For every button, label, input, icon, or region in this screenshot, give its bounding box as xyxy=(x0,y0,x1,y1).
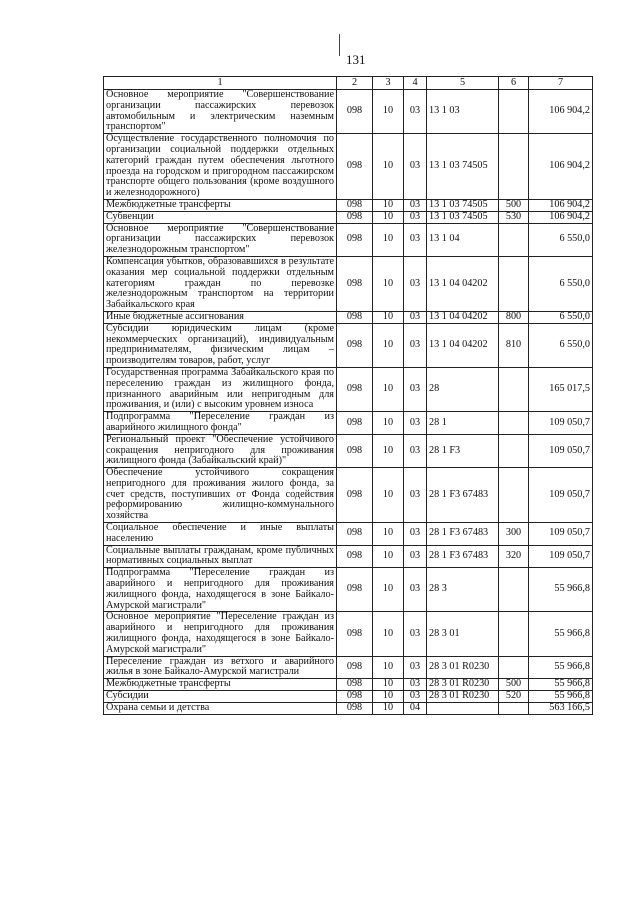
row-code-expense-type: 530 xyxy=(499,211,529,223)
row-amount: 109 050,7 xyxy=(529,412,593,435)
row-name: Иные бюджетные ассигнования xyxy=(104,311,337,323)
row-code-section: 10 xyxy=(373,223,404,256)
row-code-target: 28 xyxy=(427,367,499,411)
row-code-section: 10 xyxy=(373,199,404,211)
table-row xyxy=(104,545,593,568)
row-code-target: 28 1 F3 67483 xyxy=(427,468,499,523)
row-name: Осуществление государственного полномочия по организации социальной поддержки отдельных категорий граждан путем обеспечения льготного проезда на городском и пригородном пассажирском транспорте общего пользования (кроме воздушного и железнодорожного) xyxy=(104,134,337,200)
row-code-target: 28 3 01 R0230 xyxy=(427,679,499,691)
row-amount: 6 550,0 xyxy=(529,223,593,256)
row-amount: 106 904,2 xyxy=(529,211,593,223)
row-code-expense-type xyxy=(499,256,529,311)
row-code-section: 10 xyxy=(373,211,404,223)
row-code-ministry: 098 xyxy=(337,656,373,679)
row-code-section: 10 xyxy=(373,434,404,467)
row-name: Компенсация убытков, образовавшихся в результате оказания мер социальной поддержки отдельным категориям граждан по перевозке железнодорожным транспортом на территории Забайкальского края xyxy=(104,256,337,311)
row-code-subsection: 03 xyxy=(404,691,427,703)
row-code-expense-type xyxy=(499,568,529,612)
table-row xyxy=(104,468,593,523)
row-code-subsection: 03 xyxy=(404,612,427,656)
row-code-section: 10 xyxy=(373,311,404,323)
row-name: Подпрограмма "Переселение граждан из аварийного и непригодного для проживания жилищного фонда, находящегося в зоне Байкало-Амурской магистрали" xyxy=(104,568,337,612)
row-code-subsection: 03 xyxy=(404,223,427,256)
row-code-subsection: 03 xyxy=(404,656,427,679)
row-code-section: 10 xyxy=(373,545,404,568)
row-amount: 109 050,7 xyxy=(529,545,593,568)
row-code-expense-type xyxy=(499,434,529,467)
page-number: 131 xyxy=(346,52,366,67)
row-amount: 106 904,2 xyxy=(529,90,593,134)
row-code-target: 28 3 01 R0230 xyxy=(427,691,499,703)
row-code-ministry: 098 xyxy=(337,545,373,568)
row-code-section: 10 xyxy=(373,523,404,546)
row-amount: 55 966,8 xyxy=(529,679,593,691)
row-code-expense-type: 810 xyxy=(499,323,529,367)
row-code-ministry: 098 xyxy=(337,691,373,703)
table-row xyxy=(104,523,593,546)
table-row xyxy=(104,223,593,256)
row-amount: 106 904,2 xyxy=(529,134,593,200)
row-amount: 55 966,8 xyxy=(529,612,593,656)
table-row xyxy=(104,199,593,211)
table-row xyxy=(104,367,593,411)
row-amount: 109 050,7 xyxy=(529,468,593,523)
row-amount: 6 550,0 xyxy=(529,256,593,311)
row-code-ministry: 098 xyxy=(337,199,373,211)
row-name: Социальные выплаты гражданам, кроме публичных нормативных социальных выплат xyxy=(104,545,337,568)
row-code-subsection: 03 xyxy=(404,323,427,367)
row-code-ministry: 098 xyxy=(337,323,373,367)
row-code-target: 28 1 xyxy=(427,412,499,435)
table-row xyxy=(104,691,593,703)
row-code-target xyxy=(427,702,499,714)
row-code-ministry: 098 xyxy=(337,134,373,200)
row-code-subsection: 03 xyxy=(404,679,427,691)
row-amount: 6 550,0 xyxy=(529,311,593,323)
row-name: Основное мероприятие "Совершенствование организации пассажирских перевозок автомобильным и электрическим наземным транспортом" xyxy=(104,90,337,134)
row-code-target: 13 1 04 xyxy=(427,223,499,256)
row-code-target: 28 1 F3 67483 xyxy=(427,545,499,568)
row-code-expense-type xyxy=(499,612,529,656)
row-code-expense-type xyxy=(499,656,529,679)
row-code-subsection: 03 xyxy=(404,134,427,200)
row-code-subsection: 03 xyxy=(404,311,427,323)
table-row xyxy=(104,134,593,200)
row-code-ministry: 098 xyxy=(337,412,373,435)
table-row xyxy=(104,568,593,612)
table-row xyxy=(104,702,593,714)
row-code-subsection: 03 xyxy=(404,523,427,546)
row-name: Обеспечение устойчивого сокращения непригодного для проживания жилого фонда, за счет средств, поступивших от Фонда содействия реформированию жилищно-коммунального хозяйства xyxy=(104,468,337,523)
table-row xyxy=(104,211,593,223)
row-code-ministry: 098 xyxy=(337,568,373,612)
row-name: Межбюджетные трансферты xyxy=(104,679,337,691)
table-row xyxy=(104,256,593,311)
row-code-target: 28 3 01 R0230 xyxy=(427,656,499,679)
row-code-section: 10 xyxy=(373,691,404,703)
row-code-ministry: 098 xyxy=(337,612,373,656)
row-code-subsection: 03 xyxy=(404,434,427,467)
row-amount: 165 017,5 xyxy=(529,367,593,411)
row-code-expense-type xyxy=(499,468,529,523)
row-amount: 55 966,8 xyxy=(529,691,593,703)
row-code-expense-type: 300 xyxy=(499,523,529,546)
row-code-target: 13 1 04 04202 xyxy=(427,323,499,367)
row-amount: 563 166,5 xyxy=(529,702,593,714)
row-code-target: 13 1 03 74505 xyxy=(427,211,499,223)
table-row xyxy=(104,656,593,679)
row-code-section: 10 xyxy=(373,134,404,200)
row-name: Социальное обеспечение и иные выплаты населению xyxy=(104,523,337,546)
header-cell-4: 4 xyxy=(404,77,427,90)
row-name: Охрана семьи и детства xyxy=(104,702,337,714)
row-code-ministry: 098 xyxy=(337,434,373,467)
row-code-expense-type: 500 xyxy=(499,199,529,211)
row-code-section: 10 xyxy=(373,90,404,134)
row-code-ministry: 098 xyxy=(337,211,373,223)
row-code-expense-type: 520 xyxy=(499,691,529,703)
row-code-section: 10 xyxy=(373,702,404,714)
row-name: Субсидии юридическим лицам (кроме некоммерческих организаций), индивидуальным предпринимателям, физическим лицам – производителям товаров, работ, услуг xyxy=(104,323,337,367)
row-code-expense-type: 500 xyxy=(499,679,529,691)
header-cell-3: 3 xyxy=(373,77,404,90)
row-amount: 55 966,8 xyxy=(529,656,593,679)
row-amount: 109 050,7 xyxy=(529,434,593,467)
row-amount: 55 966,8 xyxy=(529,568,593,612)
row-code-section: 10 xyxy=(373,568,404,612)
row-name: Основное мероприятие "Совершенствование организации пассажирских перевозок железнодорожным транспортом" xyxy=(104,223,337,256)
row-code-ministry: 098 xyxy=(337,256,373,311)
row-code-ministry: 098 xyxy=(337,223,373,256)
table-row xyxy=(104,90,593,134)
header-cell-7: 7 xyxy=(529,77,593,90)
row-code-ministry: 098 xyxy=(337,702,373,714)
row-code-ministry: 098 xyxy=(337,367,373,411)
row-code-subsection: 03 xyxy=(404,545,427,568)
row-code-expense-type xyxy=(499,90,529,134)
row-code-ministry: 098 xyxy=(337,311,373,323)
row-code-section: 10 xyxy=(373,468,404,523)
row-code-subsection: 03 xyxy=(404,468,427,523)
row-code-ministry: 098 xyxy=(337,90,373,134)
header-cell-6: 6 xyxy=(499,77,529,90)
row-code-section: 10 xyxy=(373,412,404,435)
row-code-target: 28 1 F3 xyxy=(427,434,499,467)
row-code-expense-type: 800 xyxy=(499,311,529,323)
row-code-expense-type: 320 xyxy=(499,545,529,568)
row-code-section: 10 xyxy=(373,323,404,367)
row-name: Переселение граждан из ветхого и аварийного жилья в зоне Байкало-Амурской магистрали xyxy=(104,656,337,679)
table-row xyxy=(104,323,593,367)
row-code-target: 13 1 04 04202 xyxy=(427,311,499,323)
row-code-ministry: 098 xyxy=(337,523,373,546)
row-amount: 6 550,0 xyxy=(529,323,593,367)
row-name: Субсидии xyxy=(104,691,337,703)
row-code-expense-type xyxy=(499,367,529,411)
table-row xyxy=(104,434,593,467)
row-code-target: 13 1 03 74505 xyxy=(427,134,499,200)
row-code-subsection: 03 xyxy=(404,367,427,411)
row-code-section: 10 xyxy=(373,612,404,656)
row-code-expense-type xyxy=(499,134,529,200)
row-code-expense-type xyxy=(499,702,529,714)
table-row xyxy=(104,679,593,691)
row-code-subsection: 03 xyxy=(404,211,427,223)
row-code-ministry: 098 xyxy=(337,468,373,523)
row-code-subsection: 03 xyxy=(404,90,427,134)
scan-mark xyxy=(339,34,340,56)
header-cell-5: 5 xyxy=(427,77,499,90)
row-code-target: 13 1 04 04202 xyxy=(427,256,499,311)
row-code-subsection: 03 xyxy=(404,568,427,612)
row-name: Субвенции xyxy=(104,211,337,223)
row-code-expense-type xyxy=(499,412,529,435)
row-amount: 106 904,2 xyxy=(529,199,593,211)
row-name: Подпрограмма "Переселение граждан из аварийного жилищного фонда" xyxy=(104,412,337,435)
header-cell-2: 2 xyxy=(337,77,373,90)
row-code-section: 10 xyxy=(373,656,404,679)
row-amount: 109 050,7 xyxy=(529,523,593,546)
row-code-subsection: 03 xyxy=(404,412,427,435)
row-code-target: 28 1 F3 67483 xyxy=(427,523,499,546)
row-code-target: 13 1 03 xyxy=(427,90,499,134)
row-code-target: 28 3 01 xyxy=(427,612,499,656)
row-code-section: 10 xyxy=(373,256,404,311)
row-code-expense-type xyxy=(499,223,529,256)
row-code-subsection: 03 xyxy=(404,256,427,311)
header-row xyxy=(104,77,593,90)
row-code-target: 28 3 xyxy=(427,568,499,612)
row-code-target: 13 1 03 74505 xyxy=(427,199,499,211)
row-name: Региональный проект "Обеспечение устойчивого сокращения непригодного для проживания жилищного фонда (Забайкальский край)" xyxy=(104,434,337,467)
row-code-ministry: 098 xyxy=(337,679,373,691)
table-row xyxy=(104,612,593,656)
row-code-subsection: 03 xyxy=(404,199,427,211)
row-name: Основное мероприятие "Переселение граждан из аварийного и непригодного для проживания жилищного фонда, находящегося в зоне Байкало-Амурской магистрали" xyxy=(104,612,337,656)
table-row xyxy=(104,311,593,323)
row-code-subsection: 04 xyxy=(404,702,427,714)
table-row xyxy=(104,412,593,435)
row-code-section: 10 xyxy=(373,367,404,411)
budget-table xyxy=(103,76,593,715)
row-code-section: 10 xyxy=(373,679,404,691)
header-cell-1: 1 xyxy=(104,77,337,90)
row-name: Межбюджетные трансферты xyxy=(104,199,337,211)
row-name: Государственная программа Забайкальского края по переселению граждан из жилищного фонда, признанного аварийным или непригодным для проживания, и (или) с высоким уровнем износа xyxy=(104,367,337,411)
